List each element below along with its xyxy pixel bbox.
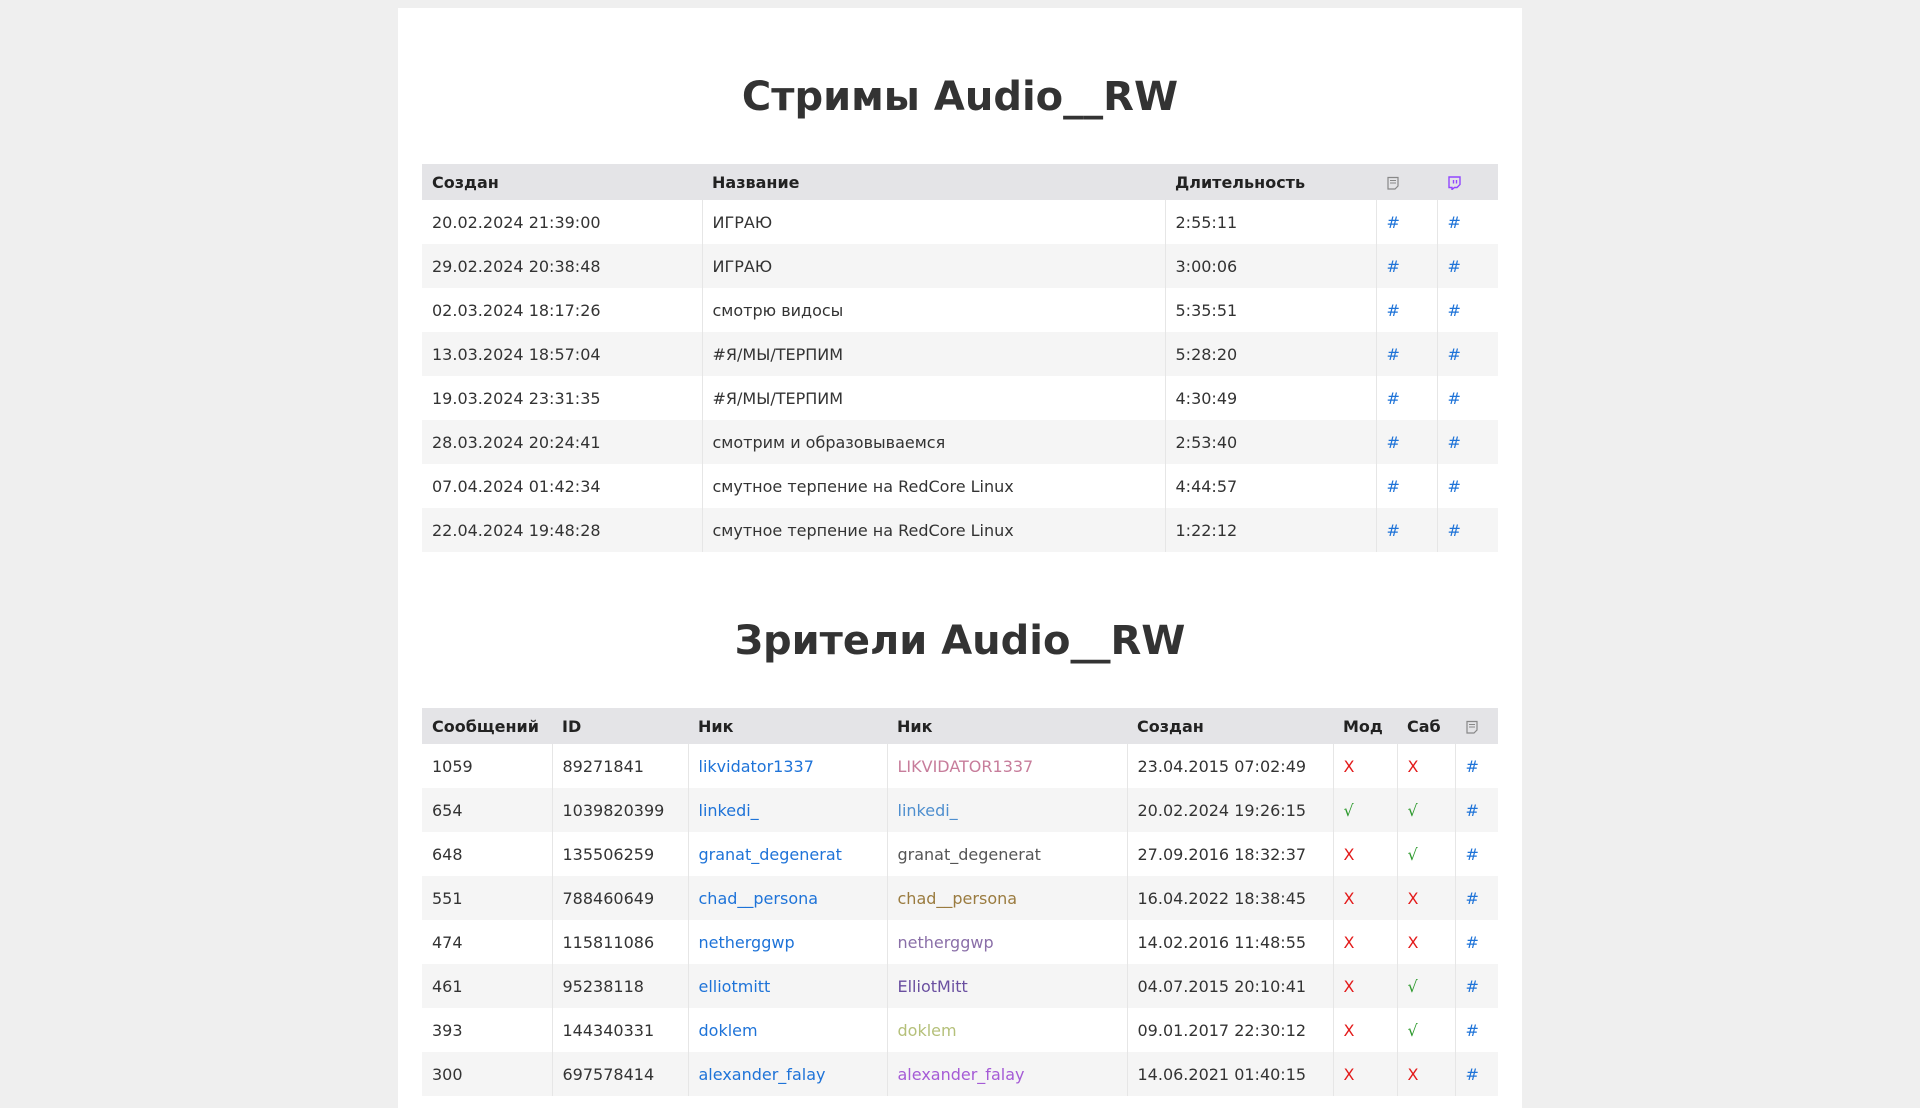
stream-twitch-link[interactable]: # — [1447, 432, 1461, 452]
viewer-login-cell — [688, 876, 887, 920]
page-card — [398, 8, 1522, 1108]
viewer-messages: 474 — [432, 932, 463, 952]
stream-chat-link[interactable]: # — [1386, 388, 1400, 408]
header-display: Ник — [897, 716, 933, 736]
viewer-created: 16.04.2022 18:38:45 — [1127, 876, 1333, 920]
viewer-login-link[interactable]: chad__persona — [698, 888, 819, 908]
chat-log-icon — [1386, 176, 1400, 190]
stream-chat-cell — [1376, 332, 1437, 376]
viewer-mod-status: X — [1333, 964, 1397, 1008]
viewer-row — [422, 788, 1498, 832]
stream-twitch-cell — [1437, 244, 1498, 288]
header-messages: Сообщений — [432, 716, 539, 736]
viewer-login-cell — [688, 964, 887, 1008]
stream-chat-link[interactable]: # — [1386, 476, 1400, 496]
header-name: Название — [712, 172, 800, 192]
stream-created: 07.04.2024 01:42:34 — [432, 476, 601, 496]
viewers-table — [422, 708, 1498, 1096]
viewer-chat-cell — [1455, 964, 1498, 1008]
viewer-sub-status: X — [1397, 1052, 1455, 1096]
stream-twitch-link[interactable]: # — [1447, 300, 1461, 320]
stream-twitch-link[interactable]: # — [1447, 520, 1461, 540]
stream-duration: 2:53:40 — [1165, 420, 1376, 464]
viewer-login-cell — [688, 788, 887, 832]
stream-row — [422, 376, 1498, 420]
viewer-id: 1039820399 — [552, 788, 688, 832]
stream-row — [422, 200, 1498, 244]
viewer-row — [422, 1052, 1498, 1096]
viewer-display-name: alexander_falay — [887, 1052, 1127, 1096]
stream-twitch-cell — [1437, 420, 1498, 464]
header-twitch — [1437, 164, 1498, 200]
viewer-row — [422, 832, 1498, 876]
stream-created: 22.04.2024 19:48:28 — [432, 520, 601, 540]
header-created: Создан — [1137, 716, 1204, 736]
viewer-created: 14.02.2016 11:48:55 — [1127, 920, 1333, 964]
viewer-chat-link[interactable]: # — [1465, 1064, 1479, 1084]
stream-twitch-cell — [1437, 200, 1498, 244]
viewer-sub-status: √ — [1397, 788, 1455, 832]
viewer-created: 23.04.2015 07:02:49 — [1127, 744, 1333, 788]
viewer-id: 144340331 — [552, 1008, 688, 1052]
viewer-mod-status: X — [1333, 744, 1397, 788]
viewer-id: 135506259 — [552, 832, 688, 876]
stream-created: 28.03.2024 20:24:41 — [432, 432, 601, 452]
viewer-login-link[interactable]: likvidator1337 — [698, 756, 814, 776]
stream-duration: 4:30:49 — [1165, 376, 1376, 420]
viewers-title: Зрители Audio__RW — [734, 618, 1186, 664]
viewer-chat-cell — [1455, 876, 1498, 920]
stream-twitch-cell — [1437, 464, 1498, 508]
viewer-row — [422, 876, 1498, 920]
stream-created: 02.03.2024 18:17:26 — [432, 300, 601, 320]
viewer-login-cell — [688, 920, 887, 964]
viewer-chat-cell — [1455, 788, 1498, 832]
viewer-chat-link[interactable]: # — [1465, 976, 1479, 996]
twitch-icon — [1447, 176, 1461, 190]
stream-twitch-link[interactable]: # — [1447, 344, 1461, 364]
stream-row — [422, 464, 1498, 508]
viewer-id: 788460649 — [552, 876, 688, 920]
stream-twitch-link[interactable]: # — [1447, 256, 1461, 276]
viewer-chat-link[interactable]: # — [1465, 800, 1479, 820]
stream-twitch-cell — [1437, 376, 1498, 420]
viewer-row — [422, 744, 1498, 788]
stream-chat-link[interactable]: # — [1386, 520, 1400, 540]
stream-row — [422, 508, 1498, 552]
stream-chat-cell — [1376, 200, 1437, 244]
header-sub: Саб — [1407, 716, 1441, 736]
viewer-created: 04.07.2015 20:10:41 — [1127, 964, 1333, 1008]
viewer-mod-status: X — [1333, 832, 1397, 876]
viewer-messages: 551 — [432, 888, 463, 908]
viewer-created: 27.09.2016 18:32:37 — [1127, 832, 1333, 876]
header-id: ID — [562, 716, 582, 736]
viewer-chat-link[interactable]: # — [1465, 844, 1479, 864]
viewer-id: 89271841 — [552, 744, 688, 788]
stream-chat-link[interactable]: # — [1386, 256, 1400, 276]
stream-twitch-link[interactable]: # — [1447, 388, 1461, 408]
stream-created: 19.03.2024 23:31:35 — [432, 388, 601, 408]
viewer-row — [422, 1008, 1498, 1052]
header-chat — [1376, 164, 1437, 200]
viewer-display-name: netherggwp — [887, 920, 1127, 964]
stream-name: смотрим и образовываемся — [702, 420, 1165, 464]
viewer-sub-status: √ — [1397, 964, 1455, 1008]
viewer-id: 115811086 — [552, 920, 688, 964]
viewer-created: 14.06.2021 01:40:15 — [1127, 1052, 1333, 1096]
viewer-login-cell — [688, 1052, 887, 1096]
stream-duration: 5:28:20 — [1165, 332, 1376, 376]
viewer-login-cell — [688, 832, 887, 876]
viewer-display-name: linkedi_ — [887, 788, 1127, 832]
viewer-login-link[interactable]: netherggwp — [698, 932, 795, 952]
viewer-row — [422, 920, 1498, 964]
viewer-login-cell — [688, 744, 887, 788]
viewer-mod-status: X — [1333, 920, 1397, 964]
stream-chat-cell — [1376, 508, 1437, 552]
viewer-sub-status: X — [1397, 744, 1455, 788]
viewer-messages: 654 — [432, 800, 463, 820]
viewers-header-row — [422, 708, 1498, 744]
viewer-login-link[interactable]: doklem — [698, 1020, 758, 1040]
viewer-created: 20.02.2024 19:26:15 — [1127, 788, 1333, 832]
viewer-sub-status: X — [1397, 876, 1455, 920]
header-chat — [1455, 708, 1498, 744]
viewer-chat-link[interactable]: # — [1465, 932, 1479, 952]
header-duration: Длительность — [1175, 172, 1306, 192]
viewer-mod-status: √ — [1333, 788, 1397, 832]
viewer-login-link[interactable]: linkedi_ — [698, 800, 759, 820]
stream-chat-cell — [1376, 244, 1437, 288]
viewer-messages: 648 — [432, 844, 463, 864]
viewer-chat-cell — [1455, 744, 1498, 788]
viewer-display-name: chad__persona — [887, 876, 1127, 920]
viewer-created: 09.01.2017 22:30:12 — [1127, 1008, 1333, 1052]
viewer-chat-cell — [1455, 920, 1498, 964]
stream-duration: 4:44:57 — [1165, 464, 1376, 508]
stream-chat-cell — [1376, 464, 1437, 508]
stream-chat-link[interactable]: # — [1386, 432, 1400, 452]
stream-name: #Я/МЫ/ТЕРПИМ — [702, 332, 1165, 376]
viewer-chat-link[interactable]: # — [1465, 888, 1479, 908]
stream-duration: 1:22:12 — [1165, 508, 1376, 552]
streams-title: Стримы Audio__RW — [741, 74, 1179, 120]
stream-chat-cell — [1376, 376, 1437, 420]
stream-created: 20.02.2024 21:39:00 — [432, 212, 601, 232]
streams-table — [422, 164, 1498, 552]
viewer-mod-status: X — [1333, 1008, 1397, 1052]
viewer-sub-status: √ — [1397, 832, 1455, 876]
stream-row — [422, 244, 1498, 288]
viewer-chat-link[interactable]: # — [1465, 756, 1479, 776]
header-created: Создан — [432, 172, 499, 192]
viewer-chat-link[interactable]: # — [1465, 1020, 1479, 1040]
viewer-chat-cell — [1455, 832, 1498, 876]
stream-created: 13.03.2024 18:57:04 — [432, 344, 601, 364]
stream-name: смотрю видосы — [702, 288, 1165, 332]
viewer-display-name: ElliotMitt — [887, 964, 1127, 1008]
stream-twitch-link[interactable]: # — [1447, 476, 1461, 496]
viewer-login-link[interactable]: alexander_falay — [698, 1064, 826, 1084]
viewer-display-name: doklem — [887, 1008, 1127, 1052]
viewer-display-name: granat_degenerat — [887, 832, 1127, 876]
stream-row — [422, 288, 1498, 332]
header-login: Ник — [698, 716, 734, 736]
viewer-sub-status: √ — [1397, 1008, 1455, 1052]
stream-created: 29.02.2024 20:38:48 — [432, 256, 601, 276]
viewer-id: 95238118 — [552, 964, 688, 1008]
viewer-mod-status: X — [1333, 876, 1397, 920]
stream-row — [422, 420, 1498, 464]
viewer-mod-status: X — [1333, 1052, 1397, 1096]
viewer-login-cell — [688, 1008, 887, 1052]
viewer-chat-cell — [1455, 1008, 1498, 1052]
stream-duration: 5:35:51 — [1165, 288, 1376, 332]
stream-name: смутное терпение на RedCore Linux — [702, 508, 1165, 552]
stream-row — [422, 332, 1498, 376]
viewer-login-link[interactable]: elliotmitt — [698, 976, 771, 996]
stream-name: #Я/МЫ/ТЕРПИМ — [702, 376, 1165, 420]
stream-duration: 2:55:11 — [1165, 200, 1376, 244]
viewer-row — [422, 964, 1498, 1008]
stream-duration: 3:00:06 — [1165, 244, 1376, 288]
stream-twitch-cell — [1437, 288, 1498, 332]
viewer-messages: 1059 — [432, 756, 473, 776]
streams-header-row — [422, 164, 1498, 200]
header-mod: Мод — [1343, 716, 1383, 736]
chat-log-icon — [1465, 720, 1479, 734]
stream-name: ИГРАЮ — [702, 200, 1165, 244]
viewer-messages: 393 — [432, 1020, 463, 1040]
viewer-display-name: LIKVIDATOR1337 — [887, 744, 1127, 788]
stream-chat-cell — [1376, 420, 1437, 464]
stream-name: ИГРАЮ — [702, 244, 1165, 288]
stream-chat-link[interactable]: # — [1386, 344, 1400, 364]
viewer-id: 697578414 — [552, 1052, 688, 1096]
viewer-login-link[interactable]: granat_degenerat — [698, 844, 842, 864]
stream-twitch-cell — [1437, 508, 1498, 552]
stream-chat-link[interactable]: # — [1386, 300, 1400, 320]
stream-chat-link[interactable]: # — [1386, 212, 1400, 232]
viewer-messages: 461 — [432, 976, 463, 996]
viewer-sub-status: X — [1397, 920, 1455, 964]
stream-twitch-cell — [1437, 332, 1498, 376]
viewer-chat-cell — [1455, 1052, 1498, 1096]
viewer-messages: 300 — [432, 1064, 463, 1084]
stream-name: смутное терпение на RedCore Linux — [702, 464, 1165, 508]
stream-chat-cell — [1376, 288, 1437, 332]
stream-twitch-link[interactable]: # — [1447, 212, 1461, 232]
